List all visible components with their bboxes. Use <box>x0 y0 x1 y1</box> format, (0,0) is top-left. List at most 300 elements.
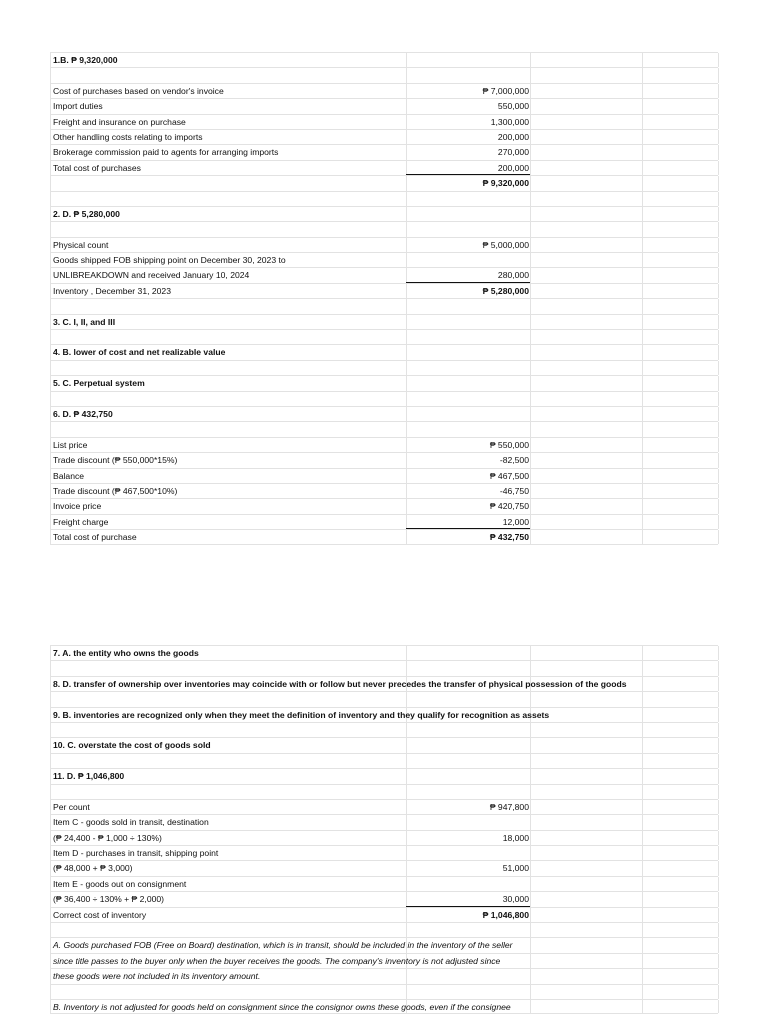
grid-line <box>718 892 719 906</box>
grid-line <box>50 68 51 82</box>
grid-line <box>406 530 407 543</box>
grid-line <box>406 53 407 67</box>
sheet-row <box>50 768 718 783</box>
grid-line <box>530 530 531 543</box>
grid-line <box>718 145 719 159</box>
cell-label: B. Inventory is not adjusted for goods held on consignment since the consignor owns these goods, even if the consignee <box>53 1001 511 1012</box>
grid-line <box>406 330 407 344</box>
sheet-row <box>50 498 718 513</box>
sheet-row <box>50 175 718 190</box>
sheet-row <box>50 437 718 452</box>
grid-line <box>718 515 719 529</box>
grid-line <box>406 831 407 845</box>
sheet-row <box>50 360 718 375</box>
sheet-row <box>50 722 718 737</box>
cell-amount: ₱ 467,500 <box>489 470 529 481</box>
sheet-row <box>50 999 718 1014</box>
grid-line <box>530 831 531 845</box>
grid-line <box>642 192 643 206</box>
grid-line <box>642 238 643 252</box>
grid-line <box>530 130 531 144</box>
grid-line <box>50 831 51 845</box>
sheet-row <box>50 314 718 329</box>
cell-label: (₱ 24,400 - ₱ 1,000 ÷ 130%) <box>53 832 162 843</box>
grid-line <box>406 392 407 406</box>
grid-line <box>406 284 407 298</box>
grid-line <box>530 176 531 190</box>
sheet-row <box>50 814 718 829</box>
grid-line <box>718 692 719 706</box>
grid-line <box>406 484 407 498</box>
grid-line <box>50 453 51 467</box>
spreadsheet-block-1 <box>50 52 718 545</box>
grid-line <box>50 422 51 436</box>
cell-label: 4. B. lower of cost and net realizable value <box>53 347 226 358</box>
grid-line <box>530 299 531 313</box>
grid-line <box>50 861 51 875</box>
cell-amount: ₱ 432,750 <box>489 532 529 543</box>
grid-line <box>642 954 643 968</box>
grid-line <box>50 661 51 675</box>
grid-line <box>718 661 719 675</box>
grid-line <box>530 738 531 752</box>
grid-line <box>642 407 643 421</box>
cell-amount: 270,000 <box>497 147 529 158</box>
grid-line <box>642 161 643 175</box>
grid-line <box>406 661 407 675</box>
grid-line <box>642 376 643 390</box>
grid-line <box>530 145 531 159</box>
grid-line <box>530 661 531 675</box>
grid-line <box>642 253 643 267</box>
grid-line <box>642 68 643 82</box>
grid-line <box>718 68 719 82</box>
grid-line <box>406 723 407 737</box>
grid-line <box>718 422 719 436</box>
grid-line <box>718 815 719 829</box>
grid-line <box>718 238 719 252</box>
grid-line <box>718 345 719 359</box>
grid-line <box>406 268 407 282</box>
grid-line <box>406 115 407 129</box>
grid-line <box>642 908 643 922</box>
grid-line <box>50 646 51 660</box>
grid-line <box>718 877 719 891</box>
grid-line <box>530 469 531 483</box>
grid-line <box>642 677 643 691</box>
grid-line <box>718 438 719 452</box>
grid-line <box>642 708 643 722</box>
grid-line <box>642 99 643 113</box>
cell-label: Import duties <box>53 101 103 112</box>
grid-line <box>530 238 531 252</box>
grid-line <box>530 407 531 421</box>
sheet-row <box>50 191 718 206</box>
grid-line <box>642 723 643 737</box>
grid-line <box>406 692 407 706</box>
cell-label: 5. C. Perpetual system <box>53 378 145 389</box>
grid-line <box>718 453 719 467</box>
grid-line <box>406 861 407 875</box>
sheet-row <box>50 160 718 175</box>
cell-amount: ₱ 550,000 <box>489 439 529 450</box>
grid-line <box>406 222 407 236</box>
grid-line <box>718 330 719 344</box>
grid-line <box>718 192 719 206</box>
sheet-row <box>50 483 718 498</box>
cell-label: these goods were not included in its inventory amount. <box>53 971 261 982</box>
cell-amount: 12,000 <box>502 516 529 527</box>
grid-line <box>50 284 51 298</box>
sheet-row <box>50 114 718 129</box>
grid-line <box>530 754 531 768</box>
sheet-row <box>50 237 718 252</box>
grid-line <box>642 392 643 406</box>
grid-line <box>406 515 407 529</box>
cell-label: since title passes to the buyer only when the buyer receives the goods. The company's inventory is not adjusted since <box>53 955 501 966</box>
grid-line <box>530 938 531 952</box>
grid-line <box>642 877 643 891</box>
cell-label: 10. C. overstate the cost of goods sold <box>53 740 211 751</box>
grid-line <box>718 938 719 952</box>
grid-line <box>530 985 531 999</box>
grid-line <box>530 892 531 906</box>
grid-line <box>530 692 531 706</box>
cell-label: Freight charge <box>53 516 109 527</box>
grid-line <box>642 299 643 313</box>
grid-line <box>406 345 407 359</box>
cell-amount: 51,000 <box>502 863 529 874</box>
grid-line <box>406 207 407 221</box>
sheet-row <box>50 891 718 906</box>
cell-amount: ₱ 420,750 <box>489 501 529 512</box>
grid-line <box>530 954 531 968</box>
grid-line <box>50 815 51 829</box>
grid-line <box>406 846 407 860</box>
grid-line <box>718 407 719 421</box>
grid-line <box>642 923 643 937</box>
grid-line <box>530 53 531 67</box>
cell-label: 1.B. ₱ 9,320,000 <box>53 55 118 65</box>
grid-line <box>530 515 531 529</box>
sheet-row <box>50 452 718 467</box>
grid-line <box>50 253 51 267</box>
grid-line <box>406 785 407 799</box>
grid-line <box>50 176 51 190</box>
grid-line <box>642 484 643 498</box>
grid-line <box>50 53 51 67</box>
grid-line <box>718 831 719 845</box>
grid-line <box>718 268 719 282</box>
grid-line <box>50 938 51 952</box>
sheet-row <box>50 784 718 799</box>
cell-label: Trade discount (₱ 550,000*15%) <box>53 455 178 466</box>
sheet-row <box>50 645 718 660</box>
cell-label: Item C - goods sold in transit, destination <box>53 817 209 828</box>
grid-line <box>50 130 51 144</box>
grid-line <box>642 422 643 436</box>
sheet-row <box>50 830 718 845</box>
sheet-row <box>50 329 718 344</box>
grid-line <box>50 392 51 406</box>
grid-line <box>530 345 531 359</box>
grid-line <box>50 268 51 282</box>
grid-line <box>718 1000 719 1013</box>
cell-label: 3. C. I, II, and III <box>53 316 116 327</box>
grid-line <box>718 207 719 221</box>
grid-line <box>530 268 531 282</box>
grid-line <box>530 115 531 129</box>
grid-line <box>50 438 51 452</box>
grid-line <box>642 469 643 483</box>
grid-line <box>530 846 531 860</box>
grid-line <box>642 692 643 706</box>
grid-line <box>50 723 51 737</box>
grid-line <box>50 677 51 691</box>
grid-line <box>530 484 531 498</box>
grid-line <box>406 130 407 144</box>
sheet-row <box>50 907 718 922</box>
sheet-row <box>50 753 718 768</box>
grid-line <box>642 1000 643 1013</box>
grid-line <box>530 815 531 829</box>
cell-label: Item E - goods out on consignment <box>53 878 187 889</box>
grid-line <box>406 923 407 937</box>
grid-line <box>718 800 719 814</box>
grid-line <box>50 738 51 752</box>
grid-line <box>50 754 51 768</box>
cell-label: Cost of purchases based on vendor's invoice <box>53 85 224 96</box>
grid-line <box>50 985 51 999</box>
grid-line <box>530 392 531 406</box>
cell-label: (₱ 48,000 + ₱ 3,000) <box>53 863 133 874</box>
grid-line <box>50 785 51 799</box>
cell-label: UNLIBREAKDOWN and received January 10, 2024 <box>53 270 250 281</box>
grid-line <box>530 253 531 267</box>
grid-line <box>642 176 643 190</box>
cell-label: Total cost of purchases <box>53 162 141 173</box>
grid-line <box>406 84 407 98</box>
sheet-row <box>50 876 718 891</box>
grid-line <box>642 661 643 675</box>
cell-label: Physical count <box>53 239 109 250</box>
grid-line <box>50 692 51 706</box>
grid-line <box>530 453 531 467</box>
cell-amount: ₱ 5,280,000 <box>482 285 529 296</box>
cell-label: Other handling costs relating to imports <box>53 131 203 142</box>
grid-line <box>406 877 407 891</box>
grid-line <box>530 284 531 298</box>
sheet-row <box>50 937 718 952</box>
grid-line <box>530 161 531 175</box>
grid-line <box>718 908 719 922</box>
grid-line <box>718 530 719 543</box>
cell-amount: 200,000 <box>497 162 529 173</box>
grid-line <box>642 938 643 952</box>
cell-amount: 280,000 <box>497 270 529 281</box>
sheet-row <box>50 391 718 406</box>
cell-label: Brokerage commission paid to agents for arranging imports <box>53 147 279 158</box>
grid-line <box>642 815 643 829</box>
cell-amount: -82,500 <box>499 455 529 466</box>
sheet-row <box>50 206 718 221</box>
cell-amount: 1,300,000 <box>490 116 529 127</box>
grid-line <box>718 161 719 175</box>
grid-line <box>50 969 51 983</box>
grid-line <box>642 985 643 999</box>
grid-line <box>50 877 51 891</box>
grid-line <box>50 484 51 498</box>
cell-label: 7. A. the entity who owns the goods <box>53 648 199 658</box>
grid-line <box>642 315 643 329</box>
grid-line <box>718 115 719 129</box>
grid-line <box>718 84 719 98</box>
grid-line <box>642 754 643 768</box>
grid-line <box>642 499 643 513</box>
grid-line <box>718 299 719 313</box>
grid-line <box>642 646 643 660</box>
grid-line <box>642 207 643 221</box>
grid-line <box>718 954 719 968</box>
grid-line <box>50 908 51 922</box>
grid-line <box>642 831 643 845</box>
grid-line <box>530 99 531 113</box>
cell-amount: 550,000 <box>497 101 529 112</box>
cell-label: A. Goods purchased FOB (Free on Board) destination, which is in transit, should be included in the inventory of the seller <box>53 940 513 951</box>
grid-line <box>642 130 643 144</box>
sheet-row <box>50 144 718 159</box>
grid-line <box>718 969 719 983</box>
grid-line <box>50 330 51 344</box>
grid-line <box>718 484 719 498</box>
grid-line <box>642 892 643 906</box>
grid-line <box>642 861 643 875</box>
sheet-row <box>50 737 718 752</box>
grid-line <box>530 192 531 206</box>
grid-line <box>718 785 719 799</box>
grid-line <box>50 469 51 483</box>
cell-label: 6. D. ₱ 432,750 <box>53 408 113 419</box>
sheet-row <box>50 267 718 282</box>
cell-label: List price <box>53 439 88 450</box>
sheet-row <box>50 52 718 67</box>
grid-line <box>406 299 407 313</box>
sheet-row <box>50 984 718 999</box>
cell-amount: ₱ 5,000,000 <box>482 239 529 250</box>
sheet-row <box>50 252 718 267</box>
grid-line <box>530 207 531 221</box>
sheet-row <box>50 83 718 98</box>
sheet-row <box>50 421 718 436</box>
grid-line <box>718 361 719 375</box>
grid-line <box>50 145 51 159</box>
grid-line <box>50 99 51 113</box>
grid-line <box>718 284 719 298</box>
grid-line <box>642 330 643 344</box>
grid-line <box>50 846 51 860</box>
sheet-row <box>50 968 718 983</box>
grid-line <box>406 176 407 190</box>
grid-line <box>406 646 407 660</box>
grid-line <box>718 861 719 875</box>
cell-label: Invoice price <box>53 501 102 512</box>
grid-line <box>642 145 643 159</box>
grid-line <box>718 176 719 190</box>
grid-line <box>642 785 643 799</box>
grid-line <box>530 361 531 375</box>
grid-line <box>406 453 407 467</box>
sheet-row <box>50 283 718 298</box>
grid-line <box>718 723 719 737</box>
grid-line <box>530 422 531 436</box>
sheet-row <box>50 375 718 390</box>
grid-line <box>718 392 719 406</box>
grid-line <box>530 84 531 98</box>
grid-line <box>718 53 719 67</box>
grid-line <box>50 515 51 529</box>
grid-line <box>530 785 531 799</box>
grid-line <box>406 800 407 814</box>
grid-line <box>530 908 531 922</box>
grid-line <box>50 345 51 359</box>
grid-line <box>718 923 719 937</box>
grid-line <box>530 1000 531 1013</box>
grid-line <box>718 222 719 236</box>
grid-line <box>530 330 531 344</box>
grid-line <box>718 769 719 783</box>
grid-line <box>50 207 51 221</box>
grid-line <box>50 192 51 206</box>
cell-label: Trade discount (₱ 467,500*10%) <box>53 485 178 496</box>
grid-line <box>642 284 643 298</box>
grid-line <box>50 800 51 814</box>
sheet-row <box>50 860 718 875</box>
grid-line <box>406 892 407 906</box>
grid-line <box>530 877 531 891</box>
cell-amount: ₱ 1,046,800 <box>482 909 529 920</box>
grid-line <box>530 376 531 390</box>
grid-line <box>50 161 51 175</box>
grid-line <box>642 846 643 860</box>
cell-label: Per count <box>53 801 90 812</box>
grid-line <box>718 253 719 267</box>
grid-line <box>530 800 531 814</box>
sheet-row <box>50 676 718 691</box>
grid-line <box>718 677 719 691</box>
cell-amount: 18,000 <box>502 832 529 843</box>
grid-line <box>406 315 407 329</box>
grid-line <box>718 315 719 329</box>
grid-line <box>406 438 407 452</box>
grid-line <box>406 422 407 436</box>
grid-line <box>406 238 407 252</box>
grid-line <box>642 84 643 98</box>
grid-line <box>50 1000 51 1013</box>
grid-line <box>406 738 407 752</box>
grid-line <box>642 361 643 375</box>
cell-label: Total cost of purchase <box>53 532 137 543</box>
cell-amount: ₱ 7,000,000 <box>482 85 529 96</box>
grid-line <box>406 754 407 768</box>
sheet-row <box>50 660 718 675</box>
cell-label: Balance <box>53 470 85 481</box>
grid-line <box>406 361 407 375</box>
cell-label: 9. B. inventories are recognized only when they meet the definition of inventory and they qualify for recognition as assets <box>53 709 550 720</box>
grid-line <box>530 923 531 937</box>
grid-line <box>50 954 51 968</box>
grid-line <box>50 361 51 375</box>
grid-line <box>718 754 719 768</box>
